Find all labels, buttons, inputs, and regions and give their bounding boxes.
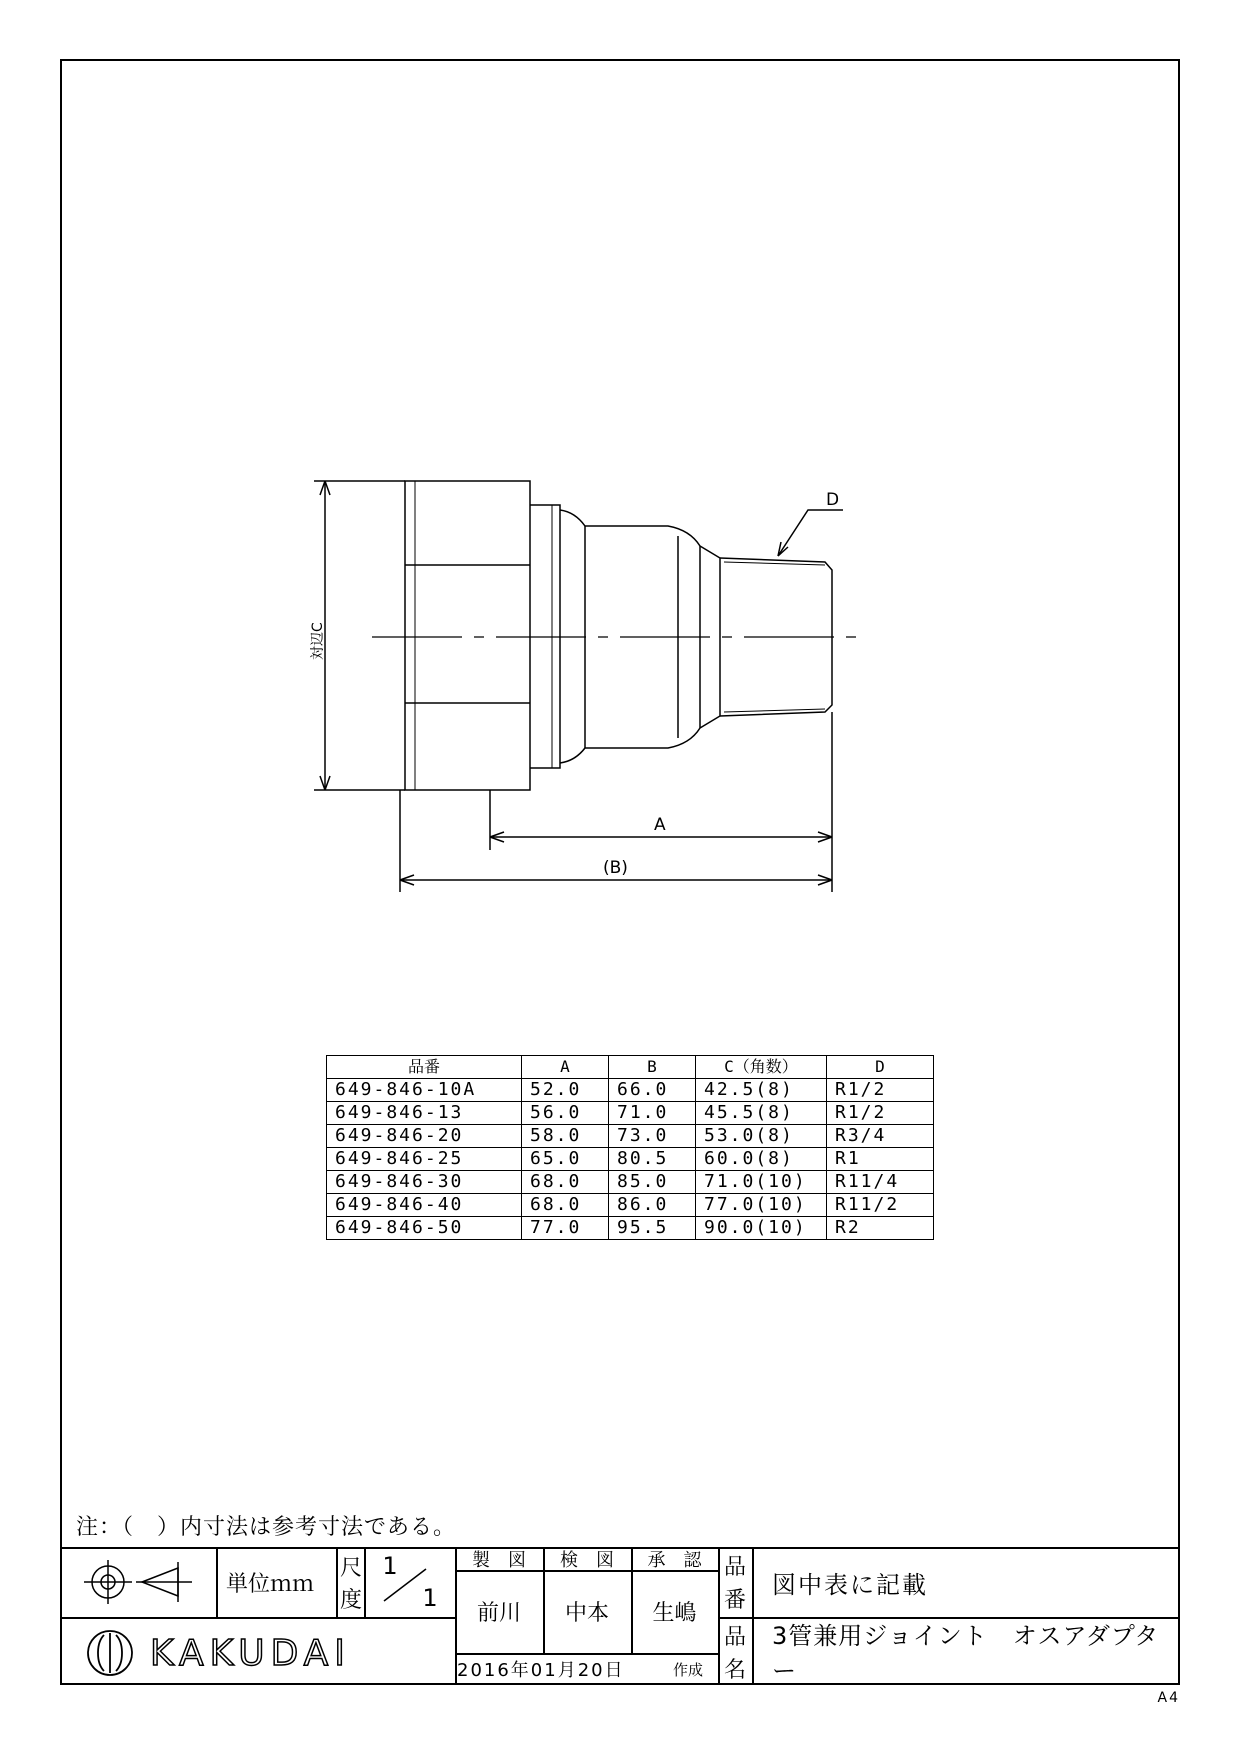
label-a: A xyxy=(654,815,666,835)
hinban-label-top: 品 xyxy=(723,1554,746,1580)
table-row xyxy=(327,1194,934,1217)
kenzu-label: 検 図 xyxy=(560,1549,614,1571)
cell-part-number: 649-846-30 xyxy=(327,1171,522,1194)
cell-part-number: 649-846-25 xyxy=(327,1148,522,1171)
drawing-date: 2016年01月20日 xyxy=(457,1660,625,1681)
cell-part-number: 649-846-50 xyxy=(327,1217,522,1240)
checker-name: 中本 xyxy=(564,1601,609,1626)
header-a: A xyxy=(522,1056,609,1079)
header-b: B xyxy=(609,1056,696,1079)
scale-denominator: 1 xyxy=(422,1584,438,1612)
table-row xyxy=(327,1079,934,1102)
unit-label: 単位ｍｍ xyxy=(226,1571,315,1597)
cell-c: 45.5(8) xyxy=(696,1102,827,1125)
table-row xyxy=(327,1102,934,1125)
cell-a: 65.0 xyxy=(522,1148,609,1171)
cell-a: 58.0 xyxy=(522,1125,609,1148)
shonin-label: 承 認 xyxy=(647,1549,702,1571)
header-c: C（角数） xyxy=(696,1056,827,1079)
scale-label-top: 尺 xyxy=(339,1555,362,1581)
cell-c: 60.0(8) xyxy=(696,1148,827,1171)
label-d: D xyxy=(826,490,840,510)
cell-c: 90.0(10) xyxy=(696,1217,827,1240)
created-label: 作成 xyxy=(672,1660,703,1679)
cell-d: R3/4 xyxy=(827,1125,934,1148)
cell-part-number: 649-846-40 xyxy=(327,1194,522,1217)
cell-c: 71.0(10) xyxy=(696,1171,827,1194)
cell-b: 86.0 xyxy=(609,1194,696,1217)
cell-b: 73.0 xyxy=(609,1125,696,1148)
scale-label-bottom: 度 xyxy=(339,1587,362,1613)
hinban-label-bottom: 番 xyxy=(723,1587,746,1613)
cell-a: 68.0 xyxy=(522,1171,609,1194)
approver-name: 生嶋 xyxy=(652,1601,697,1626)
projection-symbol-icon xyxy=(80,1557,200,1607)
cell-a: 68.0 xyxy=(522,1194,609,1217)
cell-d: R1/2 xyxy=(827,1079,934,1102)
cell-d: R11/4 xyxy=(827,1171,934,1194)
cell-b: 66.0 xyxy=(609,1079,696,1102)
table-row xyxy=(327,1148,934,1171)
drafter-name: 前川 xyxy=(476,1601,521,1626)
hinmei-label-bottom: 名 xyxy=(723,1657,746,1683)
part-name-value: 3管兼用ジョイント オスアダプター xyxy=(772,1622,1160,1685)
cell-part-number: 649-846-10A xyxy=(327,1079,522,1102)
cell-c: 42.5(8) xyxy=(696,1079,827,1102)
cell-part-number: 649-846-20 xyxy=(327,1125,522,1148)
sheet-size: A4 xyxy=(1157,1690,1180,1706)
cell-a: 52.0 xyxy=(522,1079,609,1102)
title-block xyxy=(60,1547,1180,1685)
hinmei-label-top: 品 xyxy=(723,1624,746,1650)
cell-d: R1/2 xyxy=(827,1102,934,1125)
cell-b: 71.0 xyxy=(609,1102,696,1125)
dimension-note: 注：（ ）内寸法は参考寸法である。 xyxy=(76,1515,457,1540)
cell-b: 95.5 xyxy=(609,1217,696,1240)
label-b: (B) xyxy=(603,858,628,878)
cell-a: 77.0 xyxy=(522,1217,609,1240)
header-hinban: 品番 xyxy=(327,1056,522,1079)
cell-c: 77.0(10) xyxy=(696,1194,827,1217)
cell-b: 80.5 xyxy=(609,1148,696,1171)
label-c: 対辺C xyxy=(310,622,326,660)
cell-d: R1 xyxy=(827,1148,934,1171)
scale-numerator: 1 xyxy=(382,1552,398,1580)
brand-name: KAKUDAI xyxy=(150,1632,351,1674)
table-row xyxy=(327,1217,934,1240)
cell-c: 53.0(8) xyxy=(696,1125,827,1148)
part-number-value: 図中表に記載 xyxy=(772,1570,928,1599)
cell-a: 56.0 xyxy=(522,1102,609,1125)
cell-d: R2 xyxy=(827,1217,934,1240)
table-row xyxy=(327,1171,934,1194)
cell-part-number: 649-846-13 xyxy=(327,1102,522,1125)
table-row xyxy=(327,1125,934,1148)
seizu-label: 製 図 xyxy=(472,1549,526,1571)
cell-d: R11/2 xyxy=(827,1194,934,1217)
cell-b: 85.0 xyxy=(609,1171,696,1194)
spec-header-row xyxy=(327,1056,934,1079)
header-d: D xyxy=(827,1056,934,1079)
spec-table xyxy=(326,1055,934,1240)
